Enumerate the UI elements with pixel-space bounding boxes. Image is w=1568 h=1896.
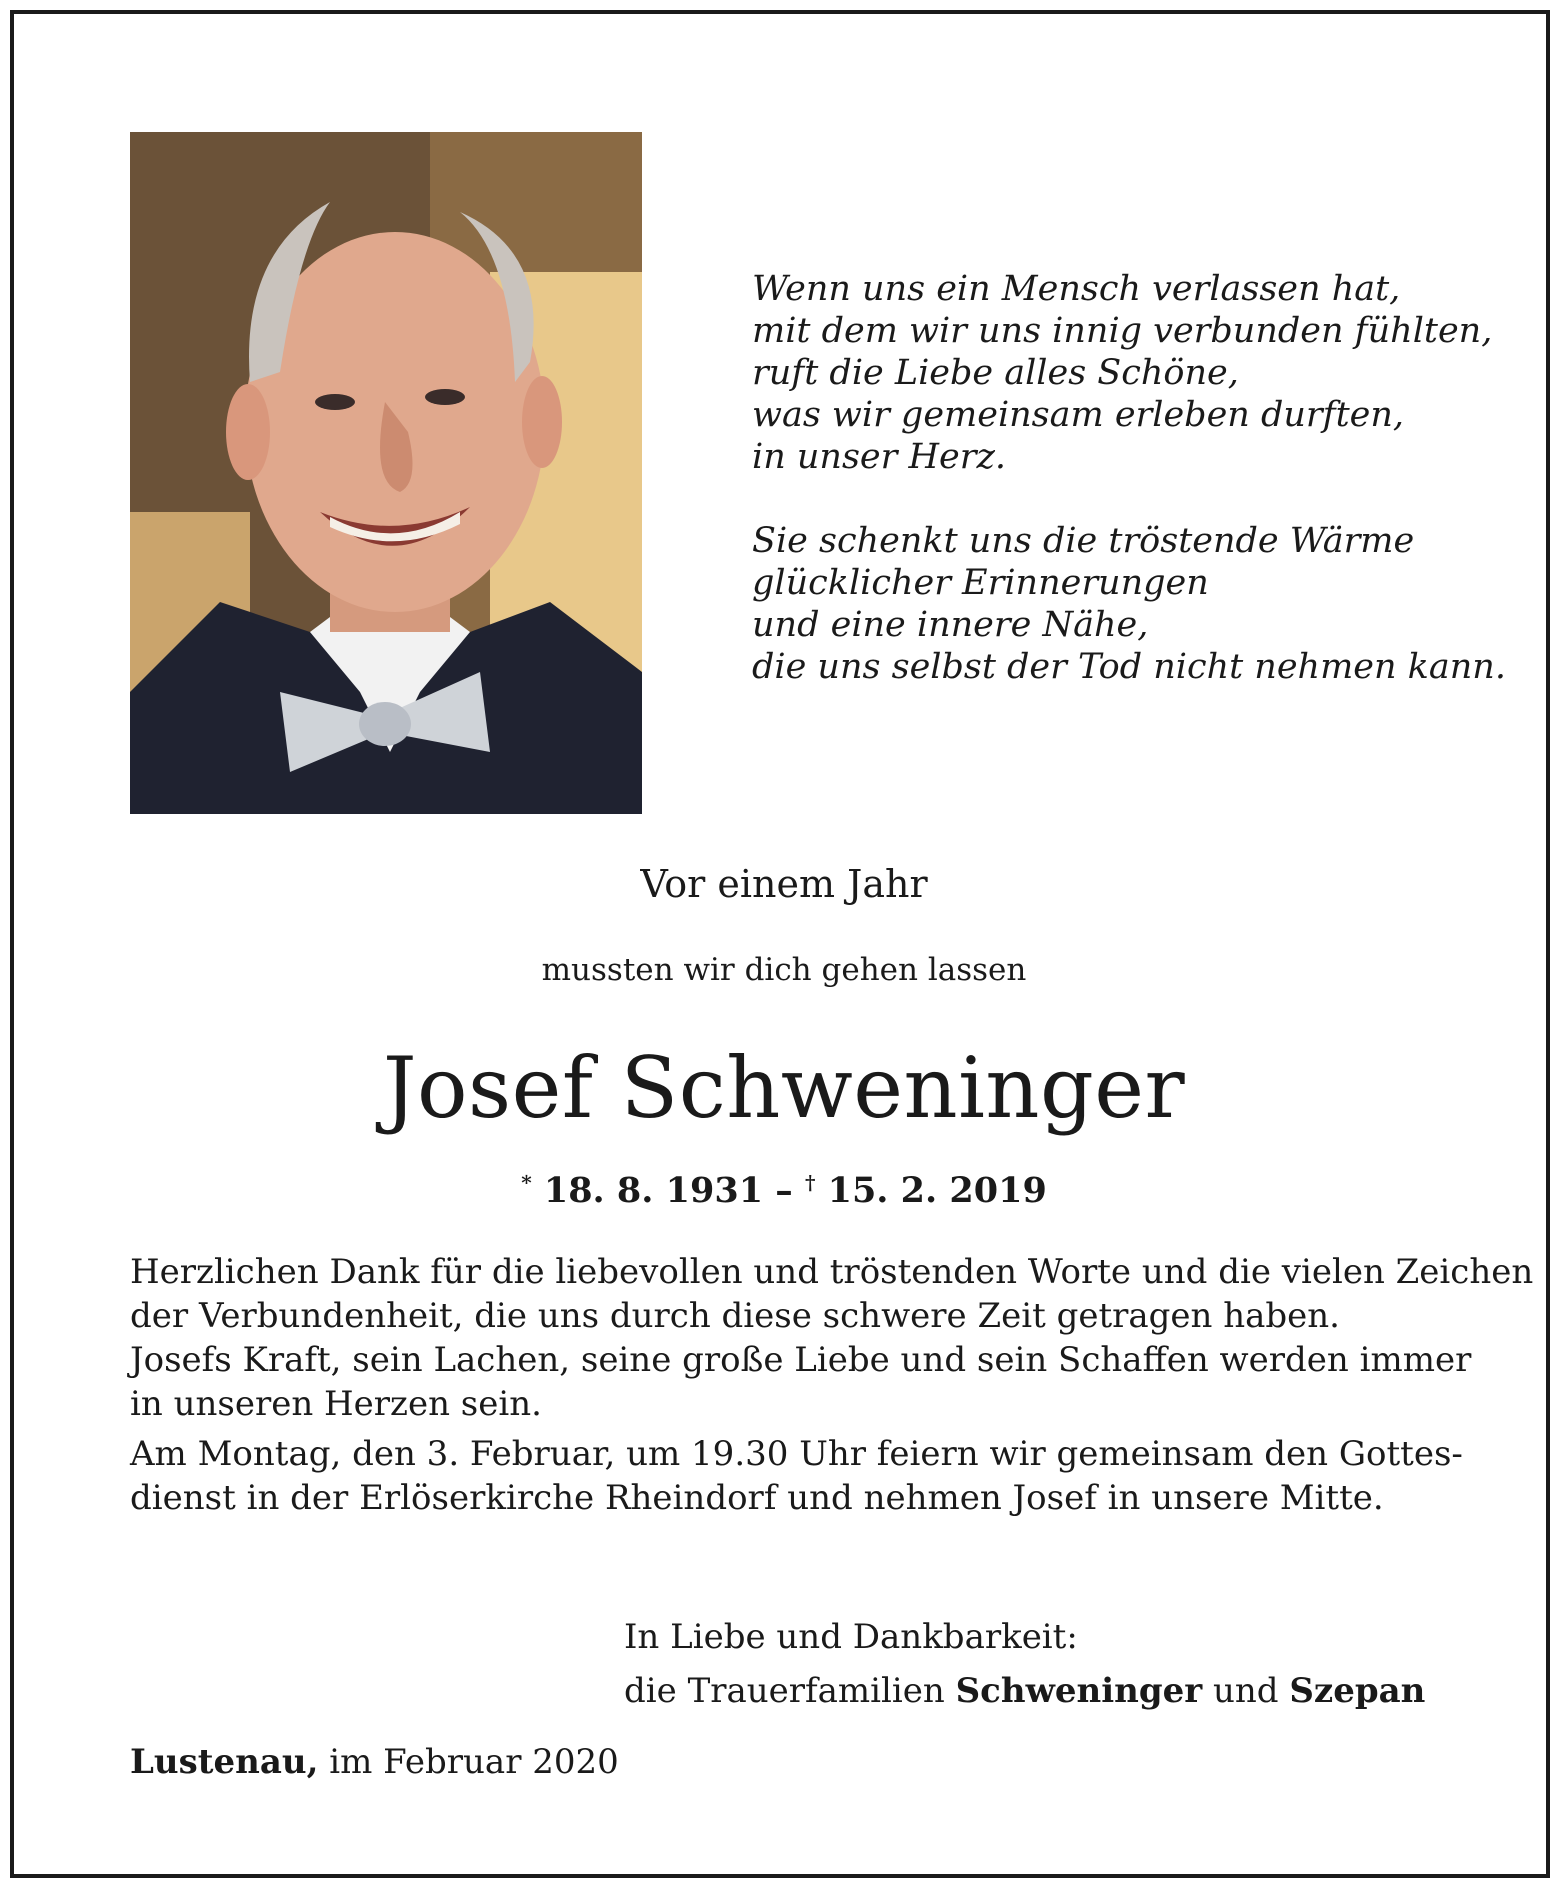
birth-symbol: * xyxy=(521,1170,532,1195)
body-line: dienst in der Erlöserkirche Rheindorf und nehmen Josef in unsere Mitte. xyxy=(130,1478,1384,1518)
poem-stanza-2 xyxy=(752,520,1506,688)
poem-line: und eine innere Nähe, xyxy=(752,605,1149,645)
poem-line: Sie schenkt uns die tröstende Wärme xyxy=(752,521,1415,561)
intro-heading: Vor einem Jahr xyxy=(640,862,928,906)
family-conjunction: und xyxy=(1212,1671,1279,1711)
family-name-1: Schweninger xyxy=(955,1671,1203,1711)
death-date: 15. 2. 2019 xyxy=(827,1170,1047,1211)
poem-line: in unser Herz. xyxy=(752,437,1007,477)
poem-line: ruft die Liebe alles Schöne, xyxy=(752,353,1239,393)
portrait-illustration xyxy=(130,132,642,814)
poem-line: mit dem wir uns innig verbunden fühlten, xyxy=(752,311,1493,351)
body-line: der Verbundenheit, die uns durch diese schwere Zeit getragen haben. xyxy=(130,1296,1340,1336)
life-dates xyxy=(0,1170,1568,1211)
death-symbol: † xyxy=(804,1170,816,1195)
family-line xyxy=(624,1664,1425,1718)
family-prefix: die Trauerfamilien xyxy=(624,1671,945,1711)
poem-line: was wir gemeinsam erleben durften, xyxy=(752,395,1405,435)
body-line: Am Montag, den 3. Februar, um 19.30 Uhr feiern wir gemeinsam den Gottes- xyxy=(130,1434,1463,1474)
closing-line: In Liebe und Dankbarkeit: xyxy=(624,1617,1078,1657)
body-line: in unseren Herzen sein. xyxy=(130,1384,542,1424)
poem-line: Wenn uns ein Mensch verlassen hat, xyxy=(752,269,1401,309)
place-city: Lustenau, xyxy=(130,1742,319,1782)
thank-you-text xyxy=(130,1250,1534,1526)
sub-heading: mussten wir dich gehen lassen xyxy=(541,952,1027,988)
date-separator: – xyxy=(775,1170,793,1211)
service-paragraph xyxy=(130,1432,1463,1520)
poem-stanza-1 xyxy=(752,268,1493,478)
family-name-2: Szepan xyxy=(1289,1671,1426,1711)
place-date xyxy=(130,1742,619,1782)
poem-line: die uns selbst der Tod nicht nehmen kann. xyxy=(752,647,1506,687)
place-date-text: im Februar 2020 xyxy=(329,1742,619,1782)
thank-you-paragraph xyxy=(130,1250,1534,1426)
deceased-name: Josef Schweninger xyxy=(382,1039,1186,1137)
portrait-photo xyxy=(130,132,642,814)
poem-line: glücklicher Erinnerungen xyxy=(752,563,1209,603)
body-line: Herzlichen Dank für die liebevollen und tröstenden Worte und die vielen Zeichen xyxy=(130,1252,1534,1292)
birth-date: 18. 8. 1931 xyxy=(543,1170,764,1211)
body-line: Josefs Kraft, sein Lachen, seine große Liebe und sein Schaffen werden immer xyxy=(130,1340,1472,1380)
memorial-poem xyxy=(752,268,1506,730)
closing-signature xyxy=(624,1610,1425,1718)
